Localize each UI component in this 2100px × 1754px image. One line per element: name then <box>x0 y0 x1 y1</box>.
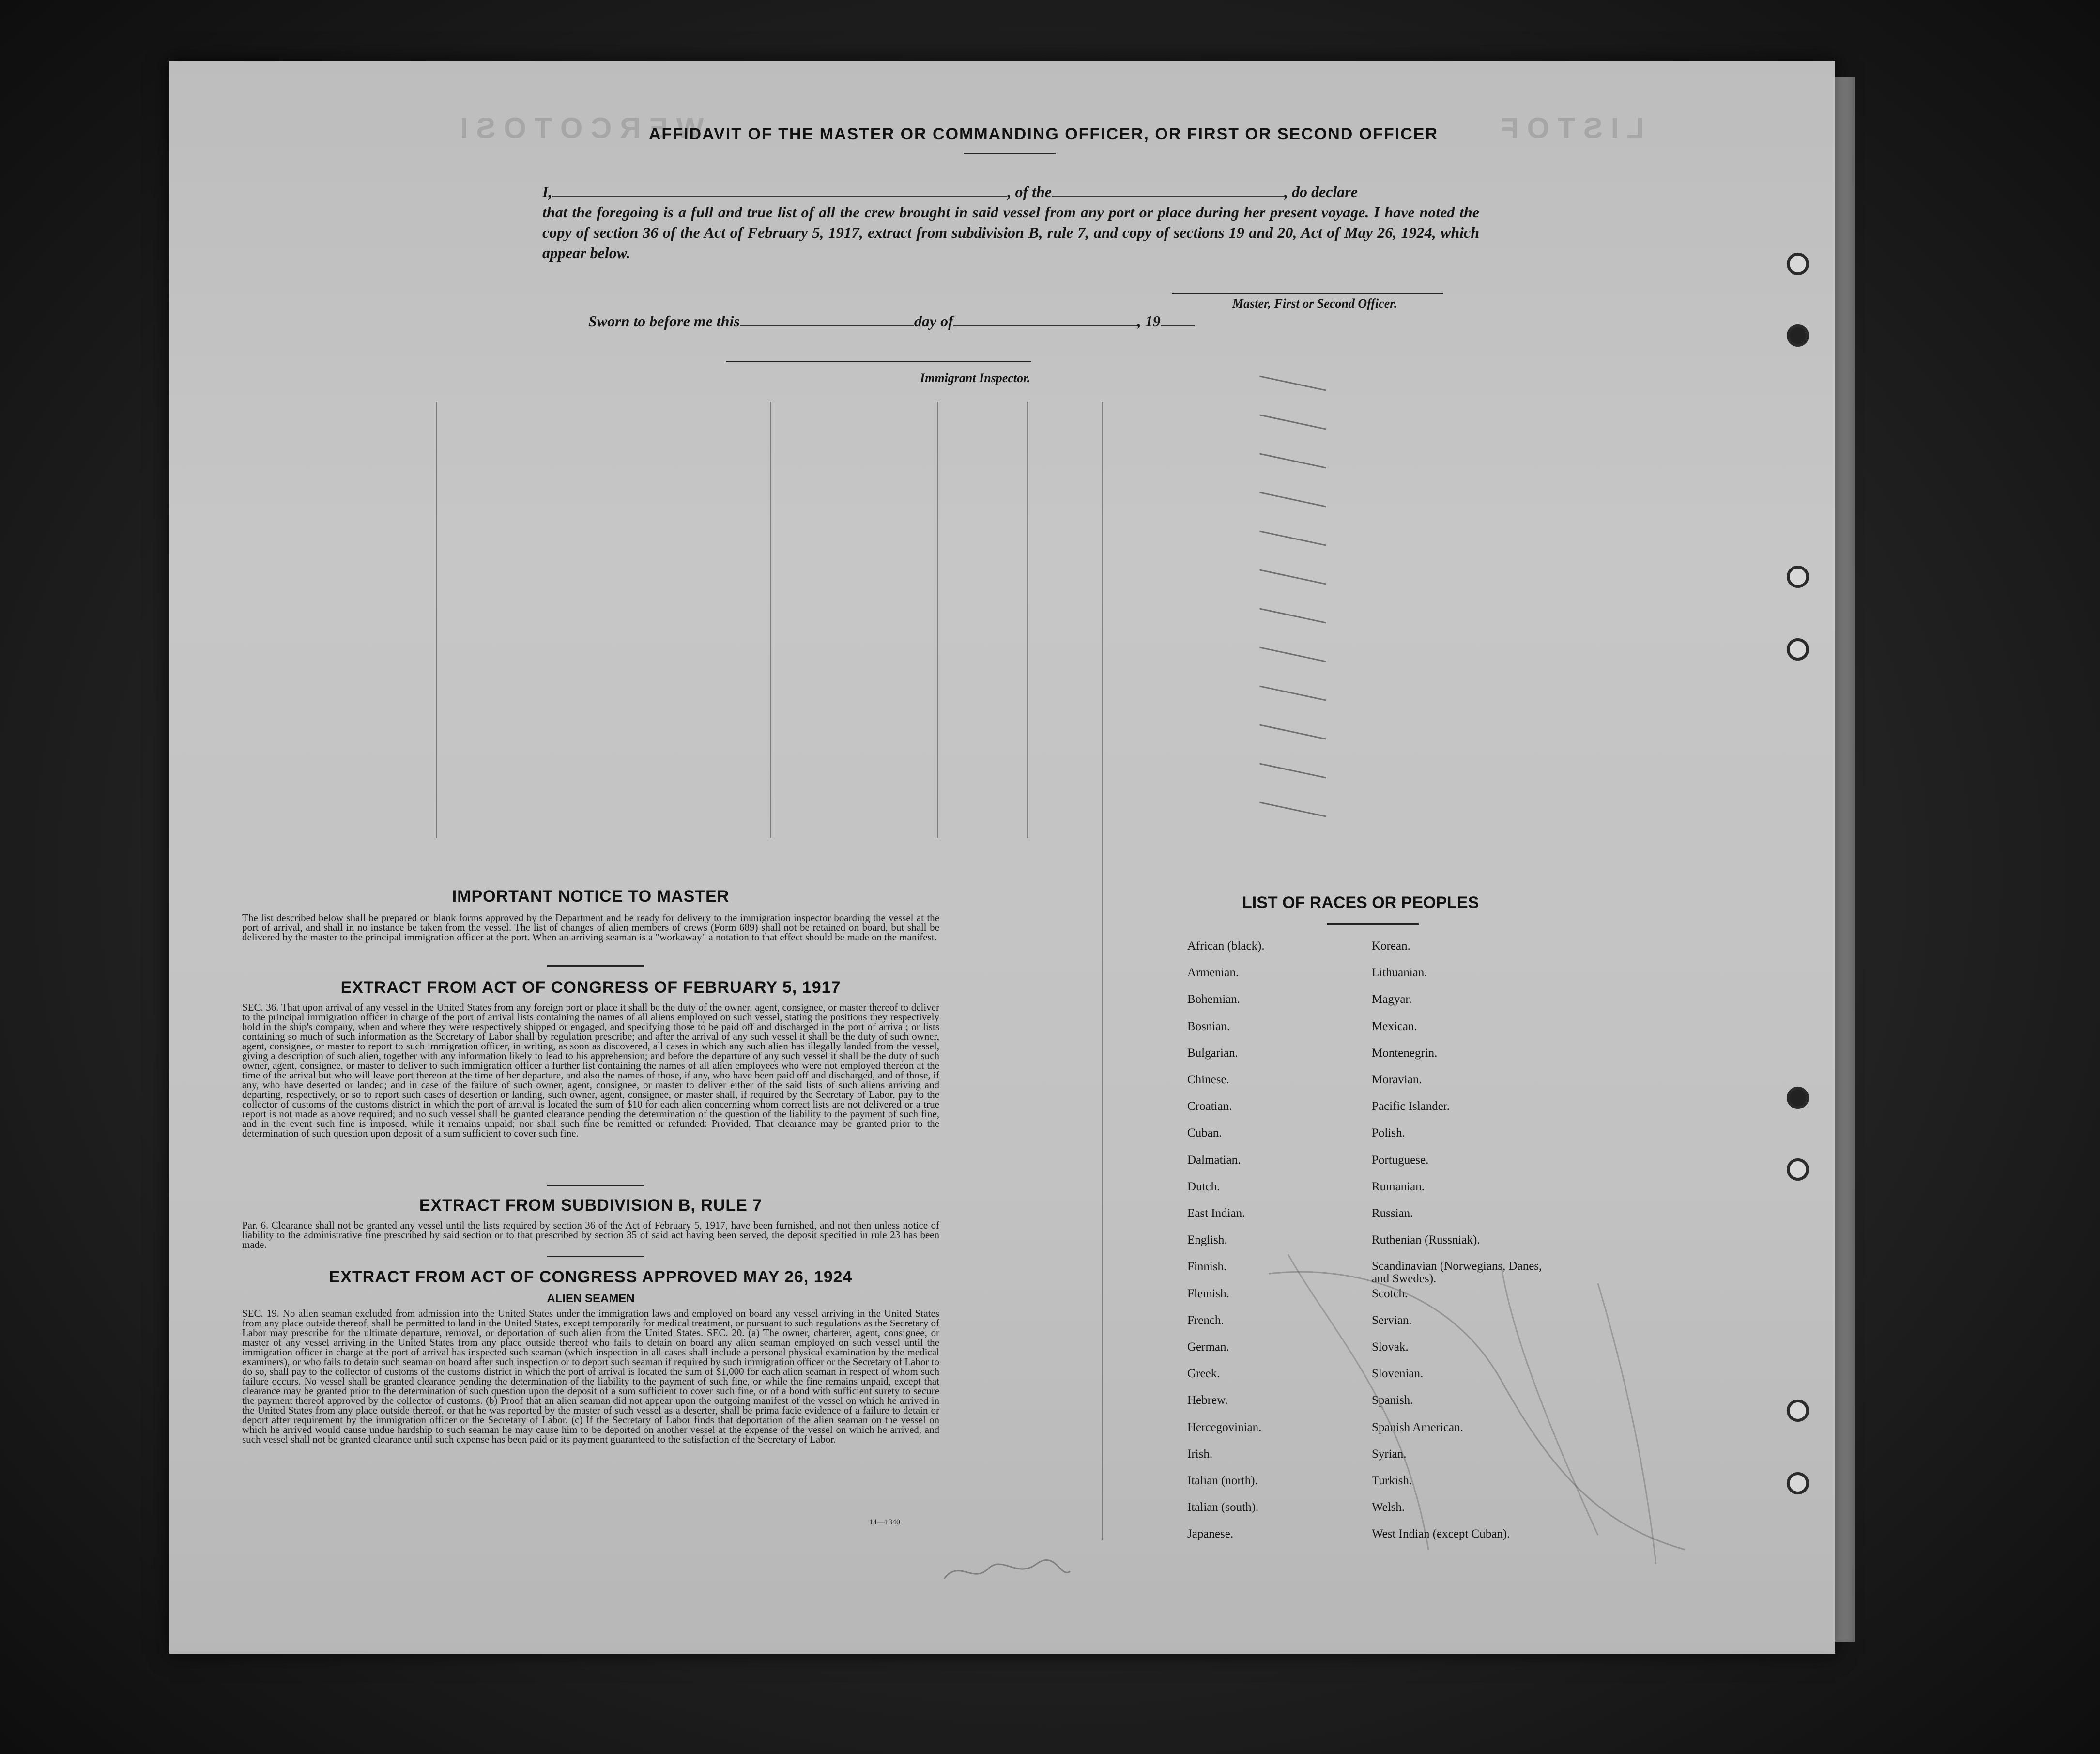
race-entry: Flemish. <box>1187 1287 1229 1300</box>
race-entry: Portuguese. <box>1372 1153 1429 1167</box>
races-title-underline <box>1327 923 1419 925</box>
punch-hole <box>1787 253 1809 275</box>
declaration-line <box>542 182 1479 202</box>
punch-hole <box>1787 1400 1809 1422</box>
column-rule <box>436 402 437 838</box>
race-entry: Turkish. <box>1372 1474 1412 1487</box>
race-entry: Japanese. <box>1187 1527 1234 1541</box>
race-entry: Magyar. <box>1372 993 1412 1006</box>
race-entry: Servian. <box>1372 1313 1412 1327</box>
punch-hole <box>1787 1472 1809 1494</box>
inspector-caption: Immigrant Inspector. <box>920 371 1031 385</box>
race-entry: Irish. <box>1187 1447 1213 1461</box>
declarant-name-field[interactable] <box>552 184 1007 197</box>
race-entry: Welsh. <box>1372 1501 1405 1514</box>
section-divider <box>547 965 644 967</box>
section-divider <box>547 1256 644 1257</box>
column-rule <box>937 402 938 838</box>
vessel-prefix: , of the <box>1007 183 1052 200</box>
column-rule <box>770 402 771 838</box>
punch-hole <box>1787 1158 1809 1181</box>
race-entry: Italian (south). <box>1187 1501 1259 1514</box>
race-entry: Croatian. <box>1187 1100 1232 1113</box>
bleed-through-right: L I S T O F <box>1501 112 1644 144</box>
declare-suffix: , do declare <box>1284 183 1358 200</box>
inspector-signature-line[interactable] <box>726 361 1031 362</box>
race-entry: Italian (north). <box>1187 1474 1258 1487</box>
race-entry: Korean. <box>1372 939 1410 953</box>
race-entry: Scandinavian (Norwegians, Danes, and Swedes). <box>1372 1260 1542 1286</box>
alien-seamen-subtitle: ALIEN SEAMEN <box>547 1292 635 1305</box>
race-entry: Chinese. <box>1187 1073 1229 1086</box>
race-entry: Polish. <box>1372 1126 1405 1140</box>
declaration-body: that the foregoing is a full and true list of all the crew brought in said vessel from any port or place during her present voyage. I have noted the copy of section 36 of the Act of February 5, 1917, extract from subdivision B, rule 7, and copy of sections 19 and 20, Act of May 26, 1924, which appear below. <box>542 203 1479 262</box>
race-entry: Spanish American. <box>1372 1420 1463 1434</box>
race-entry: Slovenian. <box>1372 1367 1424 1381</box>
form-number: 14—1340 <box>869 1518 900 1526</box>
affidavit-title: AFFIDAVIT OF THE MASTER OR COMMANDING OFFICER, OR FIRST OR SECOND OFFICER <box>649 125 1438 143</box>
race-entry: Rumanian. <box>1372 1180 1425 1193</box>
extract-1917-title: EXTRACT FROM ACT OF CONGRESS OF FEBRUARY 5, 1917 <box>340 978 841 997</box>
race-entry: German. <box>1187 1340 1229 1354</box>
race-entry: Hercegovinian. <box>1187 1420 1262 1434</box>
column-rule <box>1102 402 1103 1540</box>
punch-hole <box>1787 566 1809 588</box>
title-underline <box>964 153 1056 154</box>
race-entry: Bosnian. <box>1187 1019 1230 1033</box>
race-entry: Spanish. <box>1372 1394 1413 1407</box>
race-entry: Scotch. <box>1372 1287 1408 1300</box>
race-entry: African (black). <box>1187 939 1265 953</box>
race-entry: Finnish. <box>1187 1260 1227 1274</box>
race-entry: Hebrew. <box>1187 1394 1228 1407</box>
extract-1924-title: EXTRACT FROM ACT OF CONGRESS APPROVED MAY 26, 1924 <box>329 1268 853 1286</box>
pencil-initials <box>939 1550 1075 1593</box>
column-rule <box>1027 402 1028 838</box>
race-entry: French. <box>1187 1313 1224 1327</box>
race-entry: Syrian. <box>1372 1447 1407 1461</box>
race-entry: Armenian. <box>1187 966 1239 980</box>
race-entry: Dalmatian. <box>1187 1153 1241 1167</box>
vessel-name-field[interactable] <box>1052 184 1284 197</box>
race-entry: West Indian (except Cuban). <box>1372 1527 1510 1541</box>
sworn-year-field[interactable] <box>1161 313 1195 326</box>
punch-hole <box>1787 638 1809 661</box>
master-caption: Master, First or Second Officer. <box>1232 296 1397 310</box>
race-entry: Bulgarian. <box>1187 1046 1238 1060</box>
section-divider <box>547 1185 644 1186</box>
race-entry: Montenegrin. <box>1372 1046 1438 1060</box>
sworn-day-field[interactable] <box>740 313 914 326</box>
sworn-label: Sworn to before me this <box>588 312 740 330</box>
master-signature-line[interactable] <box>1172 293 1443 294</box>
race-entry: Ruthenian (Russniak). <box>1372 1233 1480 1247</box>
extract-rule7-text: Par. 6. Clearance shall not be granted any vessel until the lists required by section 36 of the Act of February 5, 1917, have been furnished, and not then unless notice of liability to the administrative fine prescribed by said section or to that prescribed by section 35 of said act having been served, the deposit specified in rule 23 has been made. <box>242 1219 939 1250</box>
punch-hole <box>1787 324 1809 347</box>
race-entry: Moravian. <box>1372 1073 1422 1086</box>
sworn-month-field[interactable] <box>953 313 1137 326</box>
race-entry: Pacific Islander. <box>1372 1100 1450 1113</box>
race-entry: Bohemian. <box>1187 993 1241 1006</box>
race-entry: Slovak. <box>1372 1340 1409 1354</box>
race-entry: Cuban. <box>1187 1126 1222 1140</box>
race-entry: Russian. <box>1372 1207 1413 1220</box>
day-of-label: day of <box>914 312 953 330</box>
race-entry: Lithuanian. <box>1372 966 1427 980</box>
extract-1924-text: SEC. 19. No alien seaman excluded from admission into the United States under the immigration laws and employed on board any vessel arriving in the United States from any place outside thereof, shall be permitted to land in the United States, except temporarily for medical treatment, or pursuant to such regulations as the Secretary of Labor may prescribe for the ultimate departure, removal, or deportation of such alien from the United States. SEC. 20. (a) The owner, charterer, agent, consignee, or master of any vessel arriving in the United States from any place outside thereof who fails to detain on board any alien seaman employed on such vessel until the immigration officer in charge at the port of arrival has inspected such seaman (which inspection in all cases shall include a personal physical examination by the medical examiners), or who fails to detain such seaman on board after such inspection or to deport such seaman if required by such immigration officer or the Secretary of Labor to do so, shall pay to the collector of customs of the customs district in which the port of arrival is located the sum of $1,000 for each alien seaman in respect of whom such failure occurs. No vessel shall be granted clearance pending the determination of the liability to the payment of such fine, or while the fine remains unpaid, except that clearance may be granted prior to the determination of such question upon the deposit of a sum sufficient to cover such fine, or of a bond with sufficient surety to secure the payment thereof approved by the collector of customs. (b) Proof that an alien seaman did not appear upon the outgoing manifest of the vessel on which he arrived in the United States from any place outside thereof, or that he was reported by the master of such vessel as a deserter, shall be prima facie evidence of a failure to detain or deport after requirement by the immigration officer or the Secretary of Labor. (c) If the Secretary of Labor finds that deportation of the alien seaman on the vessel on which he arrived would cause undue hardship to such seaman he may cause him to be deported on another vessel at the expense of the vessel on which he arrived, and such vessel shall not be granted clearance until such expense has been paid or its payment guaranteed to the satisfaction of the Secretary of Labor. <box>242 1308 939 1445</box>
notice-text: The list described below shall be prepared on blank forms approved by the Department and be ready for delivery to the immigration inspector boarding the vessel at the port of arrival, and shall in no instance be taken from the vessel. The list of changes of alien members of crews (Form 689) shall not be retained on board, but shall be delivered by the master to the principal immigration officer at the port. When an arriving seaman is a "workaway" a notation to that effect should be made on the manifest. <box>242 912 939 943</box>
sworn-line <box>588 312 1195 330</box>
bleed-through-left: W E R C O T O S I <box>460 112 704 144</box>
race-entry: English. <box>1187 1233 1227 1247</box>
year-label: , 19 <box>1137 312 1161 330</box>
punch-hole <box>1787 1087 1809 1109</box>
races-title: LIST OF RACES OR PEOPLES <box>1242 893 1479 912</box>
extract-rule7-title: EXTRACT FROM SUBDIVISION B, RULE 7 <box>419 1196 763 1215</box>
race-entry: Greek. <box>1187 1367 1220 1381</box>
notice-title: IMPORTANT NOTICE TO MASTER <box>452 887 730 906</box>
extract-1917-text: SEC. 36. That upon arrival of any vessel in the United States from any foreign port or place it shall be the duty of the owner, agent, consignee, or master thereof to deliver to the principal immigration officer in charge of the port of arrival lists containing the names of all aliens employed on such vessel, stating the positions they respectively hold in the ship's company, when and where they were respectively shipped or engaged, and specifying those to be paid off and discharged in the port of arrival; or lists containing so much of such information as the Secretary of Labor shall by regulation prescribe; and after the arrival of any such vessel it shall be the duty of such owner, agent, consignee, or master to report to such immigration officer, in writing, as soon as discovered, all cases in which any such alien has illegally landed from the vessel, giving a description of such alien, together with any information likely to lead to his apprehension; and before the departure of any such vessel it shall be the duty of such owner, agent, consignee, or master to deliver to such immigration officer a further list containing the names of all alien employees who were not employed thereon at the time of the arrival but who will leave port thereon at the time of her departure, and also the names of those, if any, who have been paid off and discharged, and of those, if any, who have deserted or landed; and in case of the failure of such owner, agent, consignee, or master to deliver either of the said lists of such aliens arriving and departing, respectively, or so to report such cases of desertion or landing, such owner, agent, consignee, or master shall, if required by the Secretary of Labor, pay to the collector of customs of the customs district in which the port of arrival is located the sum of $10 for each alien concerning whom correct lists are not delivered or a true report is not made as above required; and no such vessel shall be granted clearance pending the determination of the question of the liability to the payment of such fine, and in the event such fine is imposed, while it remains unpaid; nor shall such fine be remitted or refunded: Provided, That clearance may be granted prior to the determination of such question upon deposit of a sum sufficient to cover such fine. <box>242 1001 939 1139</box>
race-entry: East Indian. <box>1187 1207 1245 1220</box>
pencil-scribble <box>1259 1235 1695 1574</box>
paper-edge <box>1835 77 1855 1642</box>
race-entry: Mexican. <box>1372 1019 1417 1033</box>
race-entry: Dutch. <box>1187 1180 1220 1193</box>
affidavit-declaration <box>542 182 1479 263</box>
declarant-prefix: I, <box>542 183 552 200</box>
